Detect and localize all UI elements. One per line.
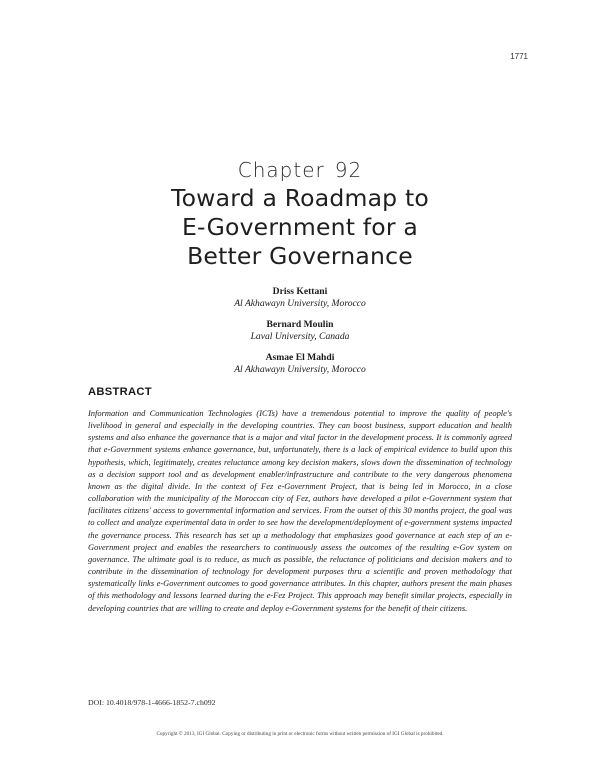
author-block (0, 352, 600, 376)
author-affiliation: Al Akhawayn University, Morocco (234, 364, 366, 375)
author-affiliation: Laval University, Canada (250, 331, 350, 342)
chapter-title (0, 184, 600, 271)
abstract-heading: ABSTRACT (88, 386, 152, 398)
chapter-title-line: Better Governance (187, 242, 413, 270)
chapter-label (0, 158, 600, 182)
author-affiliation: Al Akhawayn University, Morocco (234, 298, 366, 309)
doi-line: DOI: 10.4018/978-1-4666-1852-7.ch092 (88, 698, 216, 707)
author-name: Bernard Moulin (266, 319, 334, 330)
chapter-number: 92 (334, 158, 363, 182)
abstract-body: Information and Communication Technologies (ICTs) have a tremendous potential to improve the quality of people's livelihood in general and especially in the developing countries. They can boost business, support education and health systems and also enhance the governance that is a major and vital factor in the development process. It is commonly agreed that e-Government systems enhance governance, but, unfortunately, there is a lack of empirical evidence to build upon this hypothesis, which, legitimately, creates reluctance among key decision makers, slows down the dissemination of technology as a decision support tool and as development enabler/infrastructure and contribute to the very dangerous phenomena known as the digital divide. In the context of Fez e-Government Project, that is being led in Morocco, in a close collaboration with the municipality of the Moroccan city of Fez, authors have developed a pilot e-Government system that facilitates citizens' access to governmental information and services. From the outset of this 30 months project, the goal was to collect and analyze experimental data in order to see how the development/deployment of e-government systems impacted the governance process. This research has set up a methodology that emphasizes good governance at each step of an e-Government project and enables the researchers to continuously assess the outcomes of the resulting e-Gov system on governance. The ultimate goal is to reduce, as much as possible, the reluctance of politicians and decision makers and to contribute in the dissemination of technology for development purposes thru a scientific and proven methodology that systematically links e-Government outcomes to good governance attributes. In this chapter, authors present the main phases of this methodology and lessons learned during the e-Fez Project. This approach may benefit similar projects, especially in developing countries that are willing to create and deploy e-Government systems for the benefit of their citizens. (88, 408, 512, 613)
author-name: Driss Kettani (272, 286, 328, 297)
chapter-title-line: E-Government for a (182, 213, 418, 241)
page-number: 1771 (510, 52, 528, 61)
copyright-notice: Copyright © 2013, IGI Global. Copying or distributing in print or electronic forms without written permission of IGI Global is prohibited. (156, 731, 444, 737)
author-list (0, 286, 600, 385)
author-block (0, 319, 600, 343)
chapter-title-line: Toward a Roadmap to (171, 184, 429, 212)
author-block (0, 286, 600, 310)
author-name: Asmae El Mahdi (265, 352, 335, 363)
chapter-word: Chapter (237, 158, 325, 182)
